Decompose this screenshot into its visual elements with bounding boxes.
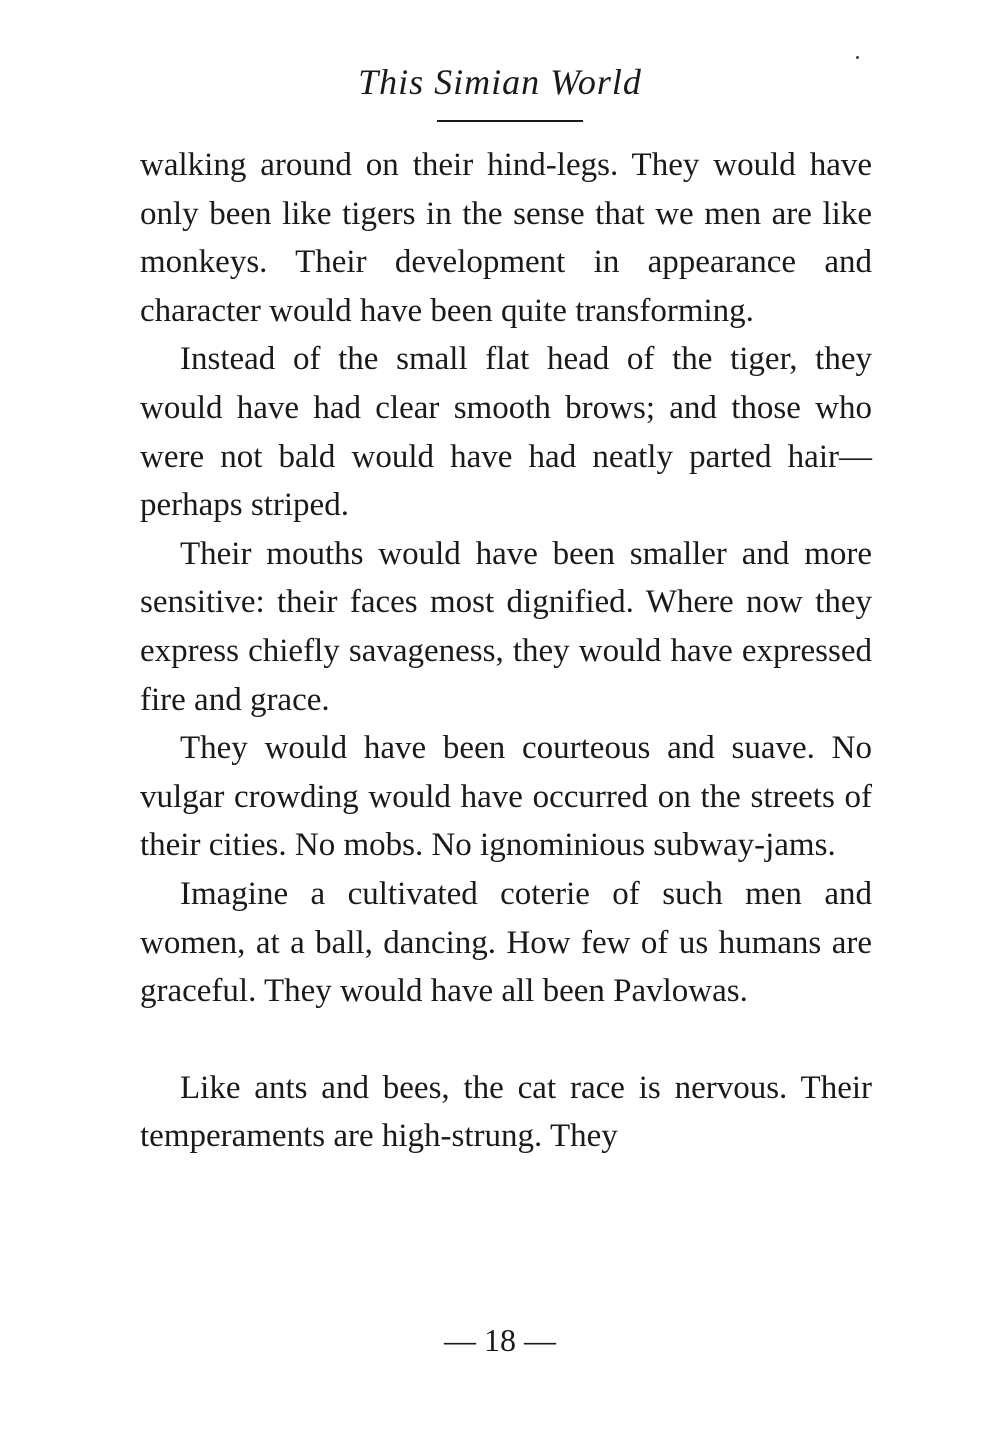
running-head-rule	[437, 120, 583, 122]
running-head: This Simian World	[358, 62, 642, 102]
paragraph-new-section: Like ants and bees, the cat race is nervous. Their temperaments are high-strung. They	[140, 1069, 872, 1155]
paragraph: Imagine a cultivated coterie of such men and women, at a ball, dancing. How few of us humans are graceful. They would have all been Pavlowas.	[140, 875, 872, 1010]
paragraph: Instead of the small flat head of the tiger, they would have had clear smooth brows; and those who were not bald would have had neatly parted hair—perhaps striped.	[140, 341, 872, 524]
paragraph: They would have been courteous and suave. No vulgar crowding would have occurred on the streets of their cities. No mobs. No ignominious subway-jams.	[140, 730, 872, 864]
paragraph-continued: walking around on their hind-legs. They would have only been like tigers in the sense that we men are like monkeys. Their development in appearance and character would have been quite transforming.	[140, 147, 872, 329]
page-number: — 18 —	[444, 1322, 556, 1358]
paragraph: Their mouths would have been smaller and more sensitive: their faces most dignified. Where now they express chiefly savageness, they would have expressed fire and grace.	[140, 535, 872, 718]
body-text	[140, 141, 872, 1161]
